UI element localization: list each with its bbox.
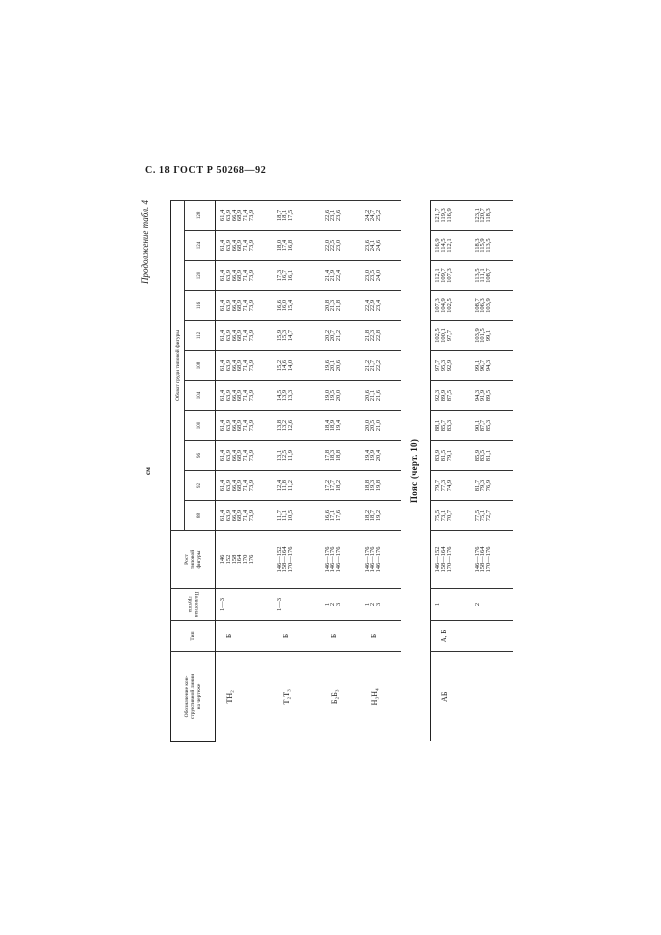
header-chest-size: 120 [185, 261, 216, 291]
designation-cell: ТН₂ [216, 652, 273, 742]
value-cell: 94,3 91,9 89,5 [471, 381, 513, 411]
type-cell: Б [216, 621, 273, 652]
type-cell: Б [321, 621, 361, 652]
value-cell: 20,2 20,7 21,2 [321, 321, 361, 351]
height-cell: 146—176 146—176 146—176 [321, 531, 361, 589]
value-cell: 113,5 111,1 108,7 [471, 261, 513, 291]
group-cell: 1 2 3 [321, 589, 361, 621]
header-chest-size: 108 [185, 351, 216, 381]
designation-cell: Н₃Н₄ [361, 652, 401, 742]
value-cell: 20,0 20,5 21,0 [361, 411, 401, 441]
value-cell: 90,1 87,7 85,3 [471, 411, 513, 441]
height-cell: 146—152 158—164 170—176 [431, 531, 471, 589]
value-cell: 118,3 115,9 113,5 [471, 231, 513, 261]
value-cell: 18,0 17,4 16,8 [273, 231, 321, 261]
value-cell: 108,7 106,3 103,9 [471, 291, 513, 321]
value-cell: 61,4 63,9 66,4 68,9 71,4 73,9 [216, 471, 273, 501]
value-cell: 103,9 101,5 99,1 [471, 321, 513, 351]
type-cell: Б [361, 621, 401, 652]
value-cell: 61,4 63,9 66,4 68,9 71,4 73,9 [216, 351, 273, 381]
value-cell: 83,9 81,5 79,1 [431, 441, 471, 471]
designation-cell: Т₂Т₃ [273, 652, 321, 742]
value-cell: 13,1 12,5 11,9 [273, 441, 321, 471]
value-cell: 61,4 63,9 66,4 68,9 71,4 73,9 [216, 231, 273, 261]
header-chest-size: 88 [185, 501, 216, 531]
header-chest-size: 104 [185, 381, 216, 411]
group-cell: 1 [431, 589, 471, 621]
group-cell: 2 [471, 589, 513, 621]
value-cell: 77,5 75,1 72,7 [471, 501, 513, 531]
height-cell: 146—152 158—164 170—176 [273, 531, 321, 589]
header-type: Тип [171, 621, 216, 652]
value-cell: 12,4 11,8 11,2 [273, 471, 321, 501]
value-cell: 13,8 13,2 12,6 [273, 411, 321, 441]
value-cell: 17,3 16,7 16,1 [273, 261, 321, 291]
value-cell: 112,1 109,7 107,3 [431, 261, 471, 291]
header-group-label: Полнотная группа [187, 591, 199, 618]
value-cell: 20,8 21,3 21,8 [321, 291, 361, 321]
rotated-table-block [140, 200, 515, 742]
value-cell: 61,4 63,9 66,4 68,9 71,4 73,9 [216, 381, 273, 411]
value-cell: 81,7 79,3 76,9 [471, 471, 513, 501]
table-row [431, 200, 471, 741]
table-row [216, 200, 273, 741]
unit-label: см [144, 467, 152, 475]
value-cell: 21,4 21,9 22,4 [321, 261, 361, 291]
value-cell: 18,7 18,1 17,5 [273, 200, 321, 230]
value-cell: 61,4 63,9 66,4 68,9 71,4 73,9 [216, 501, 273, 531]
value-cell: 61,4 63,9 66,4 68,9 71,4 73,9 [216, 441, 273, 471]
value-cell: 17,2 17,7 18,2 [321, 471, 361, 501]
value-cell: 18,8 19,3 19,8 [361, 471, 401, 501]
header-group [171, 589, 216, 621]
section-row [401, 200, 431, 741]
value-cell: 24,2 24,7 25,2 [361, 200, 401, 230]
height-cell: 146—176 146—176 146—176 [361, 531, 401, 589]
height-cell: 146—176 158—164 170—176 [471, 531, 513, 589]
designation-cell: Б₂Б₃ [321, 652, 361, 742]
value-cell: 22,6 23,1 23,6 [321, 200, 361, 230]
value-cell: 61,4 63,9 66,4 68,9 71,4 73,9 [216, 261, 273, 291]
header-chest-size: 92 [185, 471, 216, 501]
value-cell: 23,6 24,1 24,6 [361, 231, 401, 261]
value-cell: 22,4 22,9 23,4 [361, 291, 401, 321]
header-chest-girth: Обхват груди типовой фигуры [171, 200, 185, 530]
value-cell: 61,4 63,9 66,4 68,9 71,4 73,9 [216, 411, 273, 441]
table-row [321, 200, 361, 741]
value-cell: 61,4 63,9 66,4 68,9 71,4 73,9 [216, 200, 273, 230]
value-cell: 61,4 63,9 66,4 68,9 71,4 73,9 [216, 321, 273, 351]
value-cell: 19,0 19,5 20,0 [321, 381, 361, 411]
header-height: Рост типовой фигуры [171, 531, 216, 589]
value-cell: 79,7 77,3 74,9 [431, 471, 471, 501]
value-cell: 75,5 73,1 70,7 [431, 501, 471, 531]
value-cell: 123,1 120,7 118,3 [471, 200, 513, 230]
table-row [273, 200, 321, 741]
header-chest-size: 96 [185, 441, 216, 471]
group-cell: 1—3 [273, 589, 321, 621]
value-cell: 19,6 20,1 20,6 [321, 351, 361, 381]
header-chest-size: 116 [185, 291, 216, 321]
value-cell: 88,1 85,7 83,3 [431, 411, 471, 441]
section-title: Пояс (черт. 10) [409, 438, 420, 503]
header-chest-size: 112 [185, 321, 216, 351]
designation-cell: АБ [431, 652, 513, 742]
measurements-table [170, 200, 513, 742]
value-cell: 11,7 11,1 10,5 [273, 501, 321, 531]
value-cell: 85,9 83,5 81,1 [471, 441, 513, 471]
value-cell: 121,7 119,3 116,9 [431, 200, 471, 230]
value-cell: 102,5 100,1 97,7 [431, 321, 471, 351]
value-cell: 21,8 22,3 22,8 [361, 321, 401, 351]
header-designation: Обозначение кон- структивной линии на чертеже [171, 652, 216, 742]
group-cell: 1 2 3 [361, 589, 401, 621]
value-cell: 15,2 14,6 14,0 [273, 351, 321, 381]
value-cell: 19,4 19,9 20,4 [361, 441, 401, 471]
type-cell: А, Б [431, 621, 513, 652]
header-chest-size: 128 [185, 200, 216, 230]
value-cell: 15,9 15,3 14,7 [273, 321, 321, 351]
type-cell: Б [273, 621, 321, 652]
table-row [361, 200, 401, 741]
group-cell: 1—3 [216, 589, 273, 621]
value-cell: 97,7 95,3 92,9 [431, 351, 471, 381]
value-cell: 17,8 18,3 18,8 [321, 441, 361, 471]
value-cell: 18,2 18,7 19,2 [361, 501, 401, 531]
value-cell: 21,2 21,7 22,2 [361, 351, 401, 381]
value-cell: 20,6 21,1 21,6 [361, 381, 401, 411]
value-cell: 61,4 63,9 66,4 68,9 71,4 73,9 [216, 291, 273, 321]
value-cell: 16,6 17,1 17,6 [321, 501, 361, 531]
value-cell: 92,3 89,9 87,5 [431, 381, 471, 411]
table-caption: Продолжение табл. 4 [140, 200, 150, 284]
value-cell: 22,0 22,5 23,0 [321, 231, 361, 261]
value-cell: 107,3 104,9 102,5 [431, 291, 471, 321]
header-chest-size: 100 [185, 411, 216, 441]
value-cell: 14,5 13,9 13,3 [273, 381, 321, 411]
value-cell: 18,4 18,9 19,4 [321, 411, 361, 441]
value-cell: 99,1 96,7 94,3 [471, 351, 513, 381]
value-cell: 16,6 16,0 15,4 [273, 291, 321, 321]
value-cell: 116,9 114,5 112,1 [431, 231, 471, 261]
header-chest-size: 124 [185, 231, 216, 261]
page-header: С. 18 ГОСТ Р 50268—92 [145, 165, 267, 176]
height-cell: 146 152 158 164 170 176 [216, 531, 273, 589]
value-cell: 23,0 23,5 24,0 [361, 261, 401, 291]
